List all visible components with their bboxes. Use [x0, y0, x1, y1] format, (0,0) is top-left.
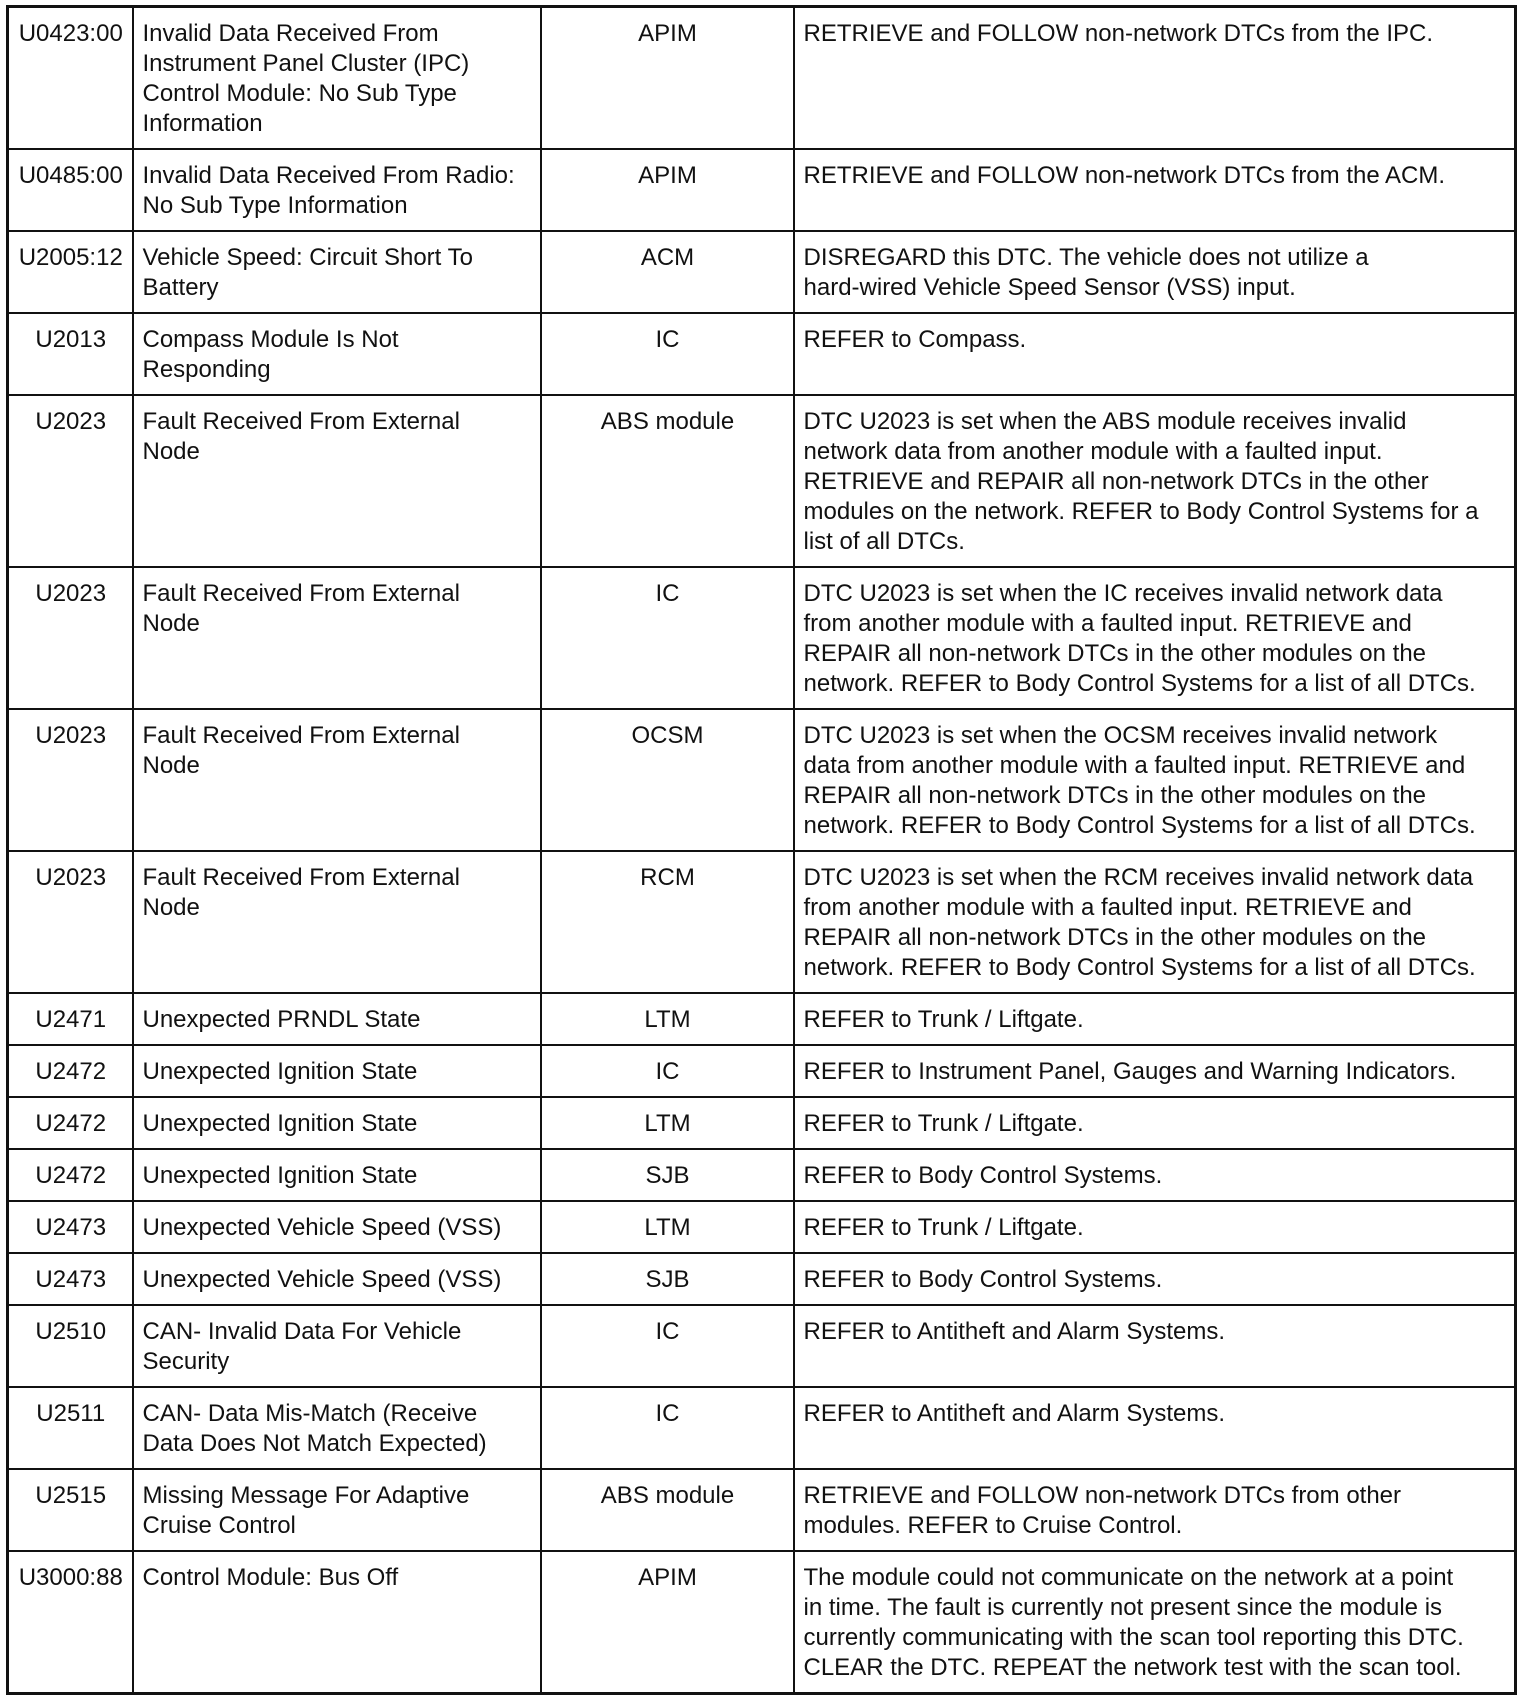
module-cell: ABS module — [541, 1469, 794, 1551]
module-cell: ABS module — [541, 395, 794, 567]
table-row — [8, 993, 1516, 1045]
module-cell: APIM — [541, 149, 794, 231]
table-row — [8, 1045, 1516, 1097]
dtc-table — [6, 5, 1517, 1695]
description-cell: Invalid Data Received From Instrument Panel Cluster (IPC) Control Module: No Sub Type Information — [133, 7, 541, 150]
module-cell: LTM — [541, 1097, 794, 1149]
description-cell: CAN- Data Mis-Match (Receive Data Does Not Match Expected) — [133, 1387, 541, 1469]
module-cell: IC — [541, 1045, 794, 1097]
dtc-code-cell: U2473 — [8, 1201, 133, 1253]
dtc-code-cell: U2471 — [8, 993, 133, 1045]
action-cell: REFER to Antitheft and Alarm Systems. — [794, 1387, 1516, 1469]
dtc-code-cell: U0423:00 — [8, 7, 133, 150]
table-row — [8, 1387, 1516, 1469]
dtc-code-cell: U2013 — [8, 313, 133, 395]
table-row — [8, 1201, 1516, 1253]
module-cell: APIM — [541, 7, 794, 150]
description-cell: Fault Received From External Node — [133, 395, 541, 567]
action-cell: RETRIEVE and FOLLOW non-network DTCs from the IPC. — [794, 7, 1516, 150]
module-cell: IC — [541, 1387, 794, 1469]
description-cell: Control Module: Bus Off — [133, 1551, 541, 1694]
table-row — [8, 567, 1516, 709]
description-cell: Invalid Data Received From Radio: No Sub Type Information — [133, 149, 541, 231]
table-row — [8, 7, 1516, 150]
action-cell: DTC U2023 is set when the OCSM receives invalid network data from another module with a faulted input. RETRIEVE and REPAIR all non-network DTCs in the other modules on the network. REFER to Body Control Systems for a list of all DTCs. — [794, 709, 1516, 851]
action-cell: DTC U2023 is set when the RCM receives invalid network data from another module with a faulted input. RETRIEVE and REPAIR all non-network DTCs in the other modules on the network. REFER to Body Control Systems for a list of all DTCs. — [794, 851, 1516, 993]
action-cell: REFER to Trunk / Liftgate. — [794, 1201, 1516, 1253]
action-cell: REFER to Body Control Systems. — [794, 1149, 1516, 1201]
dtc-code-cell: U2023 — [8, 567, 133, 709]
description-cell: Fault Received From External Node — [133, 851, 541, 993]
module-cell: ACM — [541, 231, 794, 313]
table-row — [8, 709, 1516, 851]
module-cell: SJB — [541, 1149, 794, 1201]
dtc-code-cell: U2005:12 — [8, 231, 133, 313]
dtc-code-cell: U2515 — [8, 1469, 133, 1551]
module-cell: IC — [541, 567, 794, 709]
dtc-code-cell: U2023 — [8, 395, 133, 567]
action-cell: REFER to Compass. — [794, 313, 1516, 395]
dtc-code-cell: U2472 — [8, 1045, 133, 1097]
table-row — [8, 231, 1516, 313]
module-cell: IC — [541, 313, 794, 395]
table-row — [8, 1469, 1516, 1551]
action-cell: RETRIEVE and FOLLOW non-network DTCs from the ACM. — [794, 149, 1516, 231]
module-cell: OCSM — [541, 709, 794, 851]
dtc-code-cell: U2023 — [8, 709, 133, 851]
dtc-code-cell: U2472 — [8, 1149, 133, 1201]
action-cell: REFER to Trunk / Liftgate. — [794, 993, 1516, 1045]
table-row — [8, 149, 1516, 231]
action-cell: REFER to Trunk / Liftgate. — [794, 1097, 1516, 1149]
module-cell: LTM — [541, 993, 794, 1045]
description-cell: Fault Received From External Node — [133, 709, 541, 851]
dtc-code-cell: U2510 — [8, 1305, 133, 1387]
table-row — [8, 1305, 1516, 1387]
description-cell: Compass Module Is Not Responding — [133, 313, 541, 395]
module-cell: APIM — [541, 1551, 794, 1694]
table-row — [8, 313, 1516, 395]
table-row — [8, 851, 1516, 993]
description-cell: Unexpected PRNDL State — [133, 993, 541, 1045]
action-cell: REFER to Body Control Systems. — [794, 1253, 1516, 1305]
dtc-code-cell: U3000:88 — [8, 1551, 133, 1694]
description-cell: Unexpected Vehicle Speed (VSS) — [133, 1201, 541, 1253]
table-row — [8, 1253, 1516, 1305]
description-cell: Unexpected Ignition State — [133, 1097, 541, 1149]
dtc-code-cell: U2023 — [8, 851, 133, 993]
action-cell: DISREGARD this DTC. The vehicle does not utilize a hard-wired Vehicle Speed Sensor (VSS) input. — [794, 231, 1516, 313]
action-cell: DTC U2023 is set when the ABS module receives invalid network data from another module with a faulted input. RETRIEVE and REPAIR all non-network DTCs in the other modules on the network. REFER to Body Control Systems for a list of all DTCs. — [794, 395, 1516, 567]
description-cell: Unexpected Ignition State — [133, 1045, 541, 1097]
description-cell: Missing Message For Adaptive Cruise Control — [133, 1469, 541, 1551]
table-row — [8, 1551, 1516, 1694]
dtc-code-cell: U2472 — [8, 1097, 133, 1149]
module-cell: IC — [541, 1305, 794, 1387]
table-row — [8, 1149, 1516, 1201]
action-cell: RETRIEVE and FOLLOW non-network DTCs from other modules. REFER to Cruise Control. — [794, 1469, 1516, 1551]
action-cell: REFER to Antitheft and Alarm Systems. — [794, 1305, 1516, 1387]
table-row — [8, 395, 1516, 567]
dtc-code-cell: U2473 — [8, 1253, 133, 1305]
table-row — [8, 1097, 1516, 1149]
action-cell: DTC U2023 is set when the IC receives invalid network data from another module with a faulted input. RETRIEVE and REPAIR all non-network DTCs in the other modules on the network. REFER to Body Control Systems for a list of all DTCs. — [794, 567, 1516, 709]
action-cell: The module could not communicate on the network at a point in time. The fault is currently not present since the module is currently communicating with the scan tool reporting this DTC. CLEAR the DTC. REPEAT the network test with the scan tool. — [794, 1551, 1516, 1694]
module-cell: SJB — [541, 1253, 794, 1305]
description-cell: Fault Received From External Node — [133, 567, 541, 709]
dtc-code-cell: U2511 — [8, 1387, 133, 1469]
description-cell: CAN- Invalid Data For Vehicle Security — [133, 1305, 541, 1387]
module-cell: RCM — [541, 851, 794, 993]
description-cell: Vehicle Speed: Circuit Short To Battery — [133, 231, 541, 313]
dtc-code-cell: U0485:00 — [8, 149, 133, 231]
description-cell: Unexpected Ignition State — [133, 1149, 541, 1201]
description-cell: Unexpected Vehicle Speed (VSS) — [133, 1253, 541, 1305]
module-cell: LTM — [541, 1201, 794, 1253]
action-cell: REFER to Instrument Panel, Gauges and Warning Indicators. — [794, 1045, 1516, 1097]
